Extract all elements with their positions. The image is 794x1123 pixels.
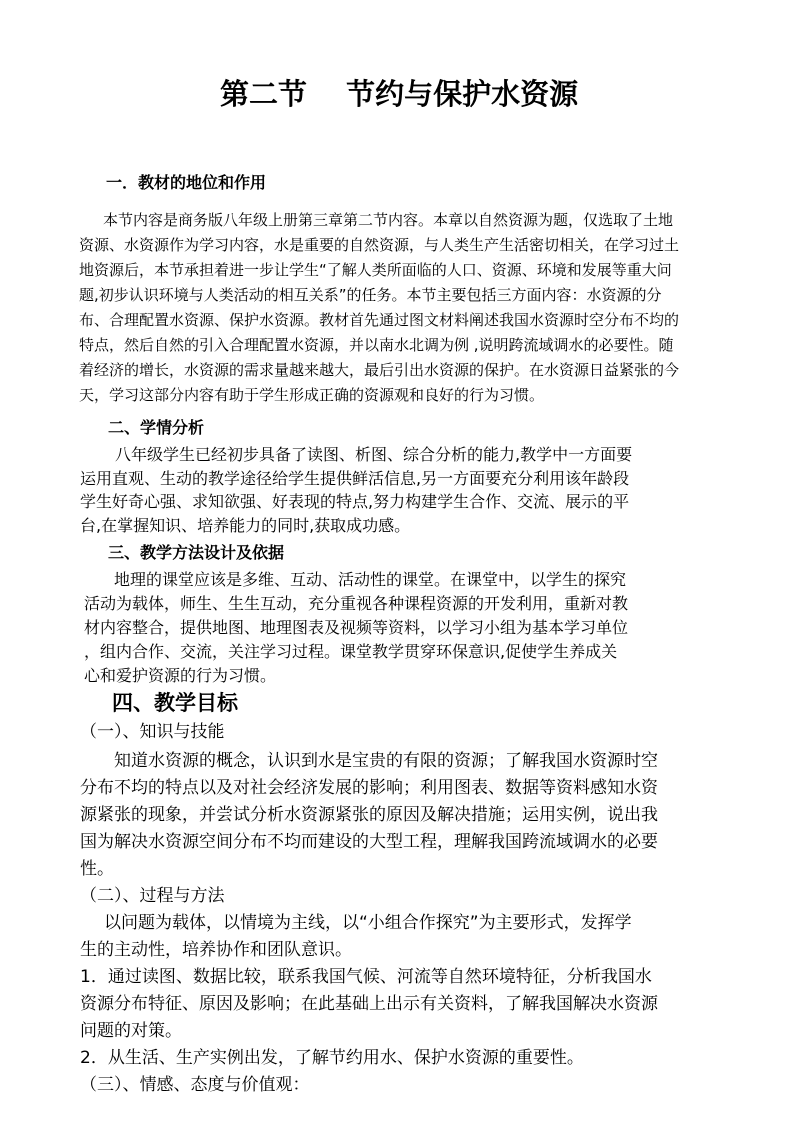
paragraph-line: 国为解决水资源空间分布不均而建设的大型工程，理解我国跨流域调水的必要: [80, 832, 658, 852]
paragraph-line: 学生好奇心强、求知欲强、好表现的特点,努力构建学生合作、交流、展示的平: [80, 492, 630, 511]
paragraph-line: 运用直观、生动的教学途径给学生提供鲜活信息,另一方面要充分利用该年龄段: [80, 469, 630, 488]
paragraph-line: 着经济的增长，水资源的需求量越来越大，最后引出水资源的保护。在水资源日益紧张的今: [79, 361, 680, 379]
paragraph-line: 以问题为载体，以情境为主线，以“小组合作探究”为主要形式，发挥学: [104, 913, 632, 933]
paragraph-line: 地资源后，本节承担着进一步让学生“了解人类所面临的人口、资源、环境和发展等重大问: [79, 261, 672, 279]
paragraph-line: 知道水资源的概念，认识到水是宝贵的有限的资源；了解我国水资源时空: [114, 751, 658, 771]
list-item-continued: 问题的对策。: [80, 1021, 182, 1041]
paragraph-line: 本节内容是商务版八年级上册第三章第二节内容。本章以自然资源为题，仅选取了土地: [103, 211, 674, 229]
paragraph-line: 资源、水资源作为学习内容，水是重要的自然资源，与人类生产生活密切相关，在学习过土: [79, 236, 680, 254]
paragraph-line: 特点，然后自然的引入合理配置水资源，并以南水北调为例 ,说明跨流域调水的必要性。随: [79, 336, 674, 354]
page-title: 第二节 节约与保护水资源: [220, 77, 579, 111]
paragraph-line: 源紧张的现象，并尝试分析水资源紧张的原因及解决措施；运用实例，说出我: [80, 805, 658, 825]
paragraph-line: ，组内合作、交流，关注学习过程。课堂教学贯穿环保意识,促使学生养成关: [84, 642, 618, 661]
paragraph-line: 材内容整合，提供地图、地理图表及视频等资料，以学习小组为基本学习单位: [84, 618, 629, 637]
section-2-heading: 二、学情分析: [108, 418, 205, 437]
paragraph-line: 台,在掌握知识、培养能力的同时,获取成功感。: [80, 516, 411, 535]
paragraph-line: 八年级学生已经初步具备了读图、析图、综合分析的能力,教学中一方面要: [115, 445, 633, 464]
section-3-heading: 三、教学方法设计及依据: [108, 543, 285, 562]
paragraph-line: 天，学习这部分内容有助于学生形成正确的资源观和良好的行为习惯。: [79, 386, 545, 404]
paragraph-line: 地理的课堂应该是多维、互动、活动性的课堂。在课堂中，以学生的探究: [114, 570, 627, 589]
list-item: 1．通过读图、数据比较，联系我国气候、河流等自然环境特征，分析我国水: [80, 967, 652, 987]
paragraph-line: 生的主动性，培养协作和团队意识。: [80, 940, 352, 960]
list-item-continued: 资源分布特征、原因及影响；在此基础上出示有关资料，了解我国解决水资源: [80, 994, 658, 1014]
subsection-values-heading: （三）、情感、态度与价值观：: [80, 1075, 310, 1095]
paragraph-line: 题,初步认识环境与人类活动的相互关系”的任务。本节主要包括三方面内容：水资源的分: [79, 286, 662, 304]
list-item: 2．从生活、生产实例出发，了解节约用水、保护水资源的重要性。: [80, 1048, 584, 1068]
subsection-process-heading: （二）、过程与方法: [80, 886, 225, 906]
subsection-knowledge-heading: （一）、知识与技能: [80, 722, 225, 742]
section-1-heading: 一．教材的地位和作用: [106, 173, 267, 192]
paragraph-line: 心和爱护资源的行为习惯。: [84, 666, 277, 685]
paragraph-line: 分布不均的特点以及对社会经济发展的影响；利用图表、数据等资料感知水资: [80, 778, 658, 798]
section-4-heading: 四、教学目标: [112, 691, 238, 715]
paragraph-line: 布、合理配置水资源、保护水资源。教材首先通过图文材料阐述我国水资源时空分布不均的: [79, 311, 680, 329]
paragraph-line: 性。: [80, 859, 114, 879]
paragraph-line: 活动为载体，师生、生生互动，充分重视各种课程资源的开发利用，重新对教: [84, 594, 629, 613]
